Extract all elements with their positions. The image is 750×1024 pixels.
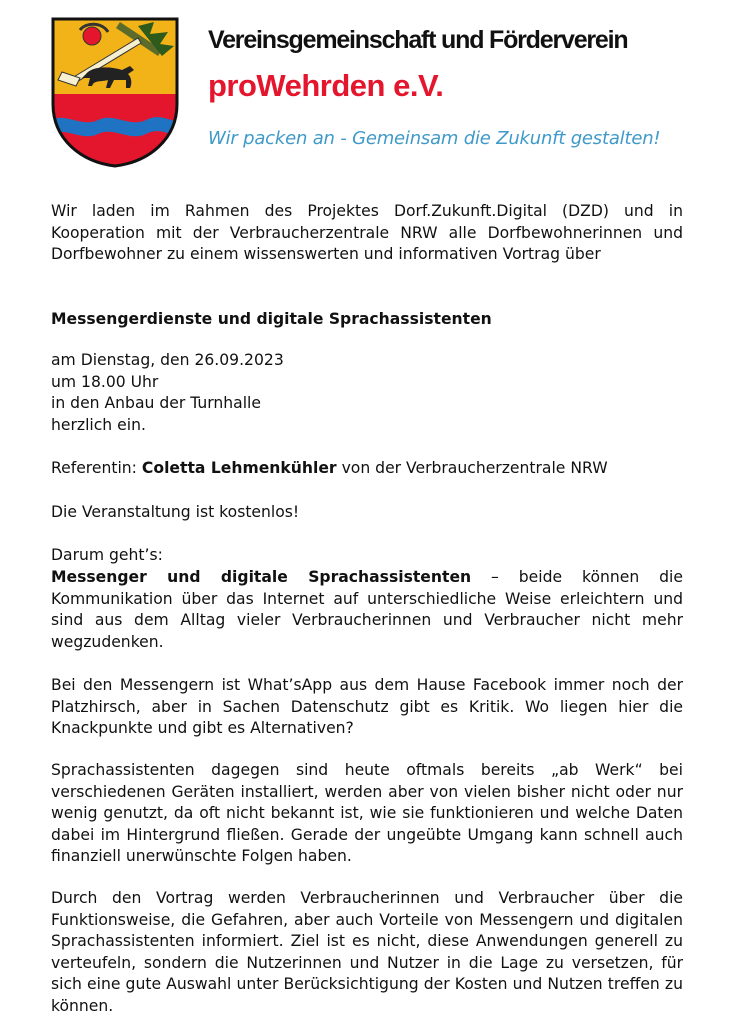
event-title <box>51 309 683 331</box>
speaker-label: Referentin: <box>51 459 137 477</box>
free-note: Die Veranstaltung ist kostenlos! <box>51 503 300 521</box>
org-name-line2: proWehrden e.V. <box>208 68 444 103</box>
about-lead-bold: Messenger und digitale Sprachassistenten <box>51 568 472 586</box>
event-date: am Dienstag, den 26.09.2023 <box>51 351 284 369</box>
about-paragraph <box>51 567 683 653</box>
event-location: in den Anbau der Turnhalle <box>51 394 261 412</box>
coat-of-arms-icon <box>50 16 180 168</box>
intro-paragraph: Wir laden im Rahmen des Projektes Dorf.Zukunft.Digital (DZD) und in Kooperation mit der Verbraucherzentrale NRW alle Dorfbewohnerinnen und Dorfbewohner zu einem wissenswerten und informativen Vortrag über <box>51 202 683 263</box>
event-details <box>51 350 683 436</box>
speaker-org: von der Verbraucherzentrale NRW <box>341 459 608 477</box>
event-time: um 18.00 Uhr <box>51 372 159 391</box>
paragraph-lecture: Durch den Vortrag werden Verbraucherinnen und Verbraucher über die Funktionsweise, die Gefahren, aber auch Vorteile von Messengern und digitalen Sprachassistenten informiert. Ziel ist es nicht, diese Anwendungen generell zu verteufeln, sondern die Nutzerinnen und Nutzer in die Lage zu versetzen, für sich eine gute Auswahl unter Berücksichtigung der Kosten und Nutzen treffen zu können. <box>51 889 683 1015</box>
about-heading: Darum geht’s: <box>51 546 163 564</box>
slogan: Wir packen an - Gemeinsam die Zukunft gestalten! <box>208 128 661 149</box>
event-closing: herzlich ein. <box>51 415 146 434</box>
event-title-text: Messengerdienste und digitale Sprachassistenten <box>51 310 492 328</box>
speaker-line <box>51 458 683 480</box>
speaker-name: Coletta Lehmenkühler <box>141 459 337 477</box>
paragraph-messenger: Bei den Messengern ist What’sApp aus dem Hause Facebook immer noch der Platzhirsch, aber in Sachen Datenschutz gibt es Kritik. Wo liegen hier die Knackpunkte und gibt es Alternativen? <box>51 676 683 737</box>
org-name-line1: Vereinsgemeinschaft und Förderverein <box>208 26 628 54</box>
paragraph-assistants: Sprachassistenten dagegen sind heute oftmals bereits „ab Werk“ bei verschiedenen Geräten installiert, werden aber von vielen bisher nicht oder nur wenig genutzt, da oft nicht bekannt ist, wie sie funktionieren und welche Daten dabei im Hintergrund fließen. Gerade der ungeübte Umgang kann schnell auch finanziell unerwünschte Folgen haben. <box>51 761 683 865</box>
about-lead-rest: – beide können die Kommunikation über das Internet auf unterschiedliche Weise erleichtern und sind aus dem Alltag vieler Verbraucherinnen und Verbraucher nicht mehr wegzudenken. <box>51 568 683 651</box>
